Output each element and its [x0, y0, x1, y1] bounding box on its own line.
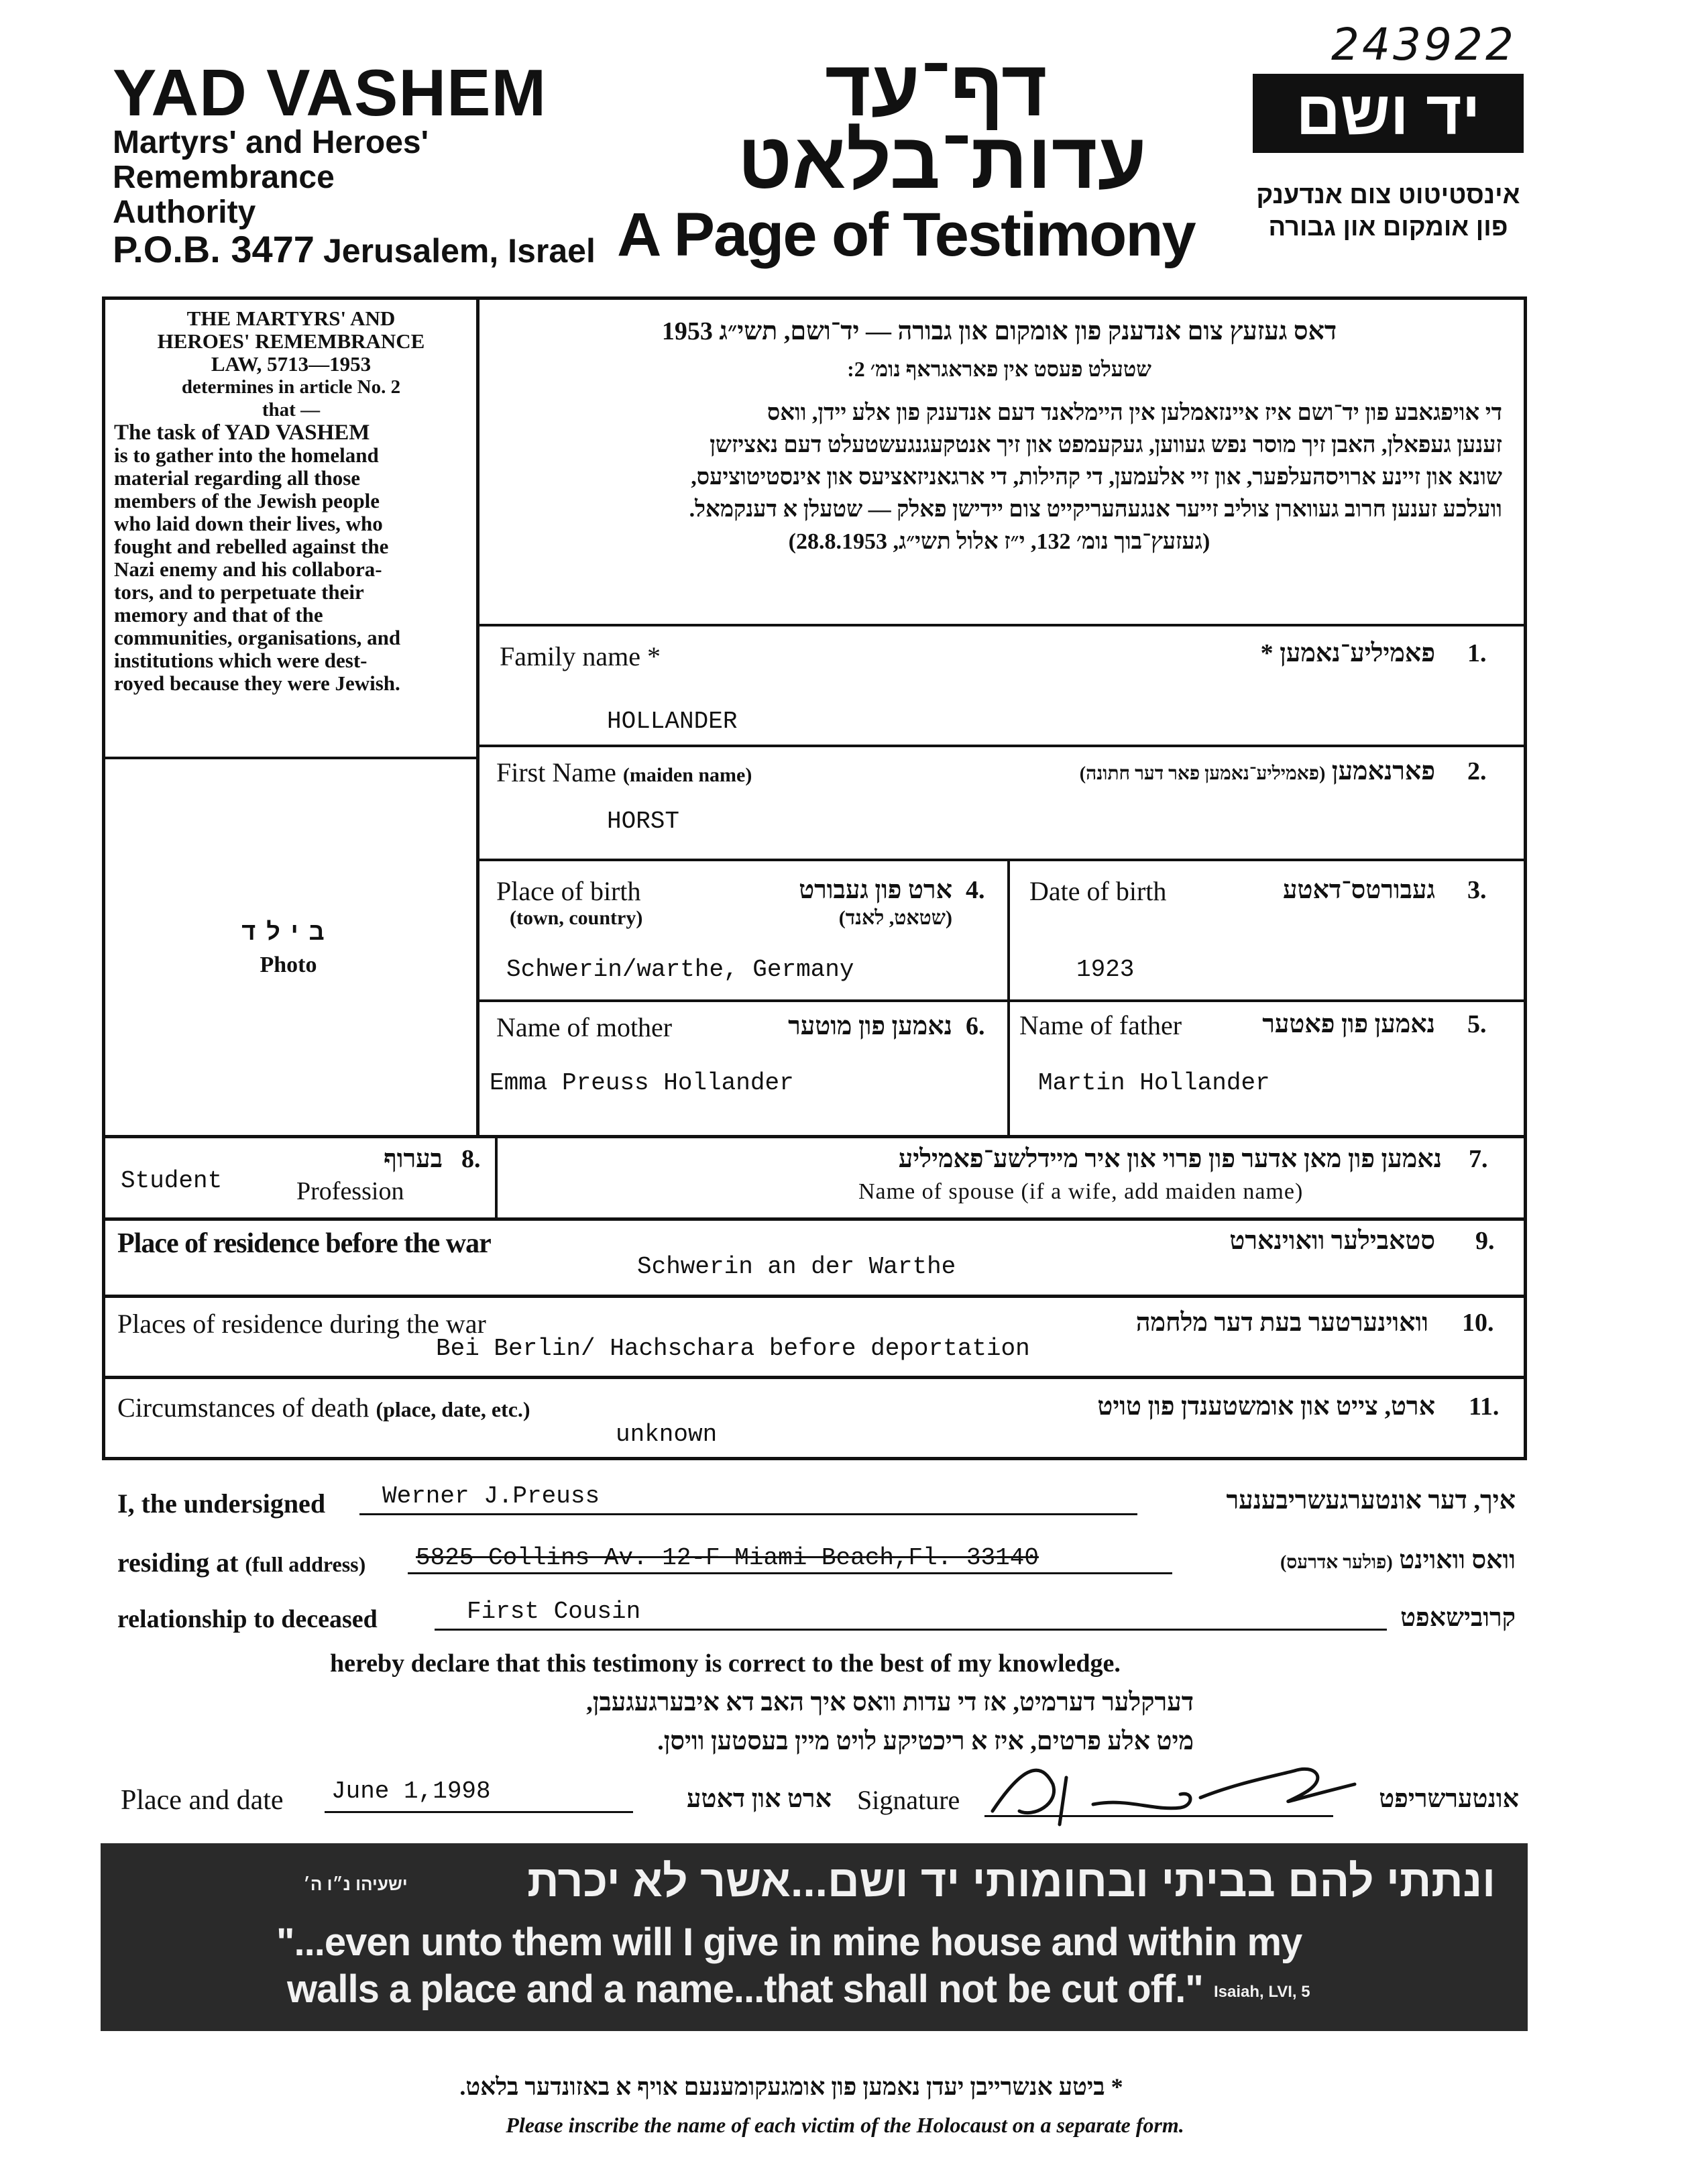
date-of-birth-hebrew-label: געבורטס־דאטע [1283, 876, 1435, 904]
residing-note: (full address) [245, 1552, 366, 1576]
frame-top [102, 296, 1527, 300]
law-line: The task of YAD VASHEM [114, 421, 370, 445]
logo-text: יד ושם [1296, 79, 1481, 148]
death-circumstances-label [117, 1392, 530, 1423]
place-date-label: Place and date [121, 1785, 284, 1816]
law-line: members of the Jewish people [114, 489, 380, 512]
yiddish-law-text [496, 315, 1502, 558]
declaration-hebrew-1: דערקלער דערמיט, אז די עדות וואס איך האב דא איבערגעגעבן, [586, 1688, 1194, 1716]
first-name-hebrew-note: (פאמיליע־נאמען פאר דער חתונה) [1079, 763, 1326, 784]
row-10-left [102, 1295, 105, 1379]
org-subtitle-3: Authority [113, 195, 256, 230]
residing-value: 5825 Collins Av. 12-F Miami Beach,Fl. 33140 [416, 1544, 1039, 1572]
row-7-8-right [1524, 1135, 1527, 1221]
relationship-underline [435, 1629, 1387, 1631]
family-name-value: HOLLANDER [607, 708, 738, 735]
father-name-hebrew-label: נאמען פון פאטער [1262, 1010, 1435, 1038]
spouse-number: 7. [1469, 1145, 1488, 1173]
declaration-english: hereby declare that this testimony is correct to the best of my knowledge. [330, 1649, 1121, 1678]
first-name-hebrew-text: פארנאמען [1331, 757, 1435, 785]
law-box-divider [102, 757, 479, 759]
footer-hebrew-note: * ביטע אנשרייבן יעדן נאמען פון אומגעקומענעם אויף א באזונדער בלאט. [459, 2073, 1123, 2100]
place-of-birth-value: Schwerin/warthe, Germany [506, 956, 854, 983]
first-name-label-text: First Name [496, 757, 616, 787]
father-name-number: 5. [1467, 1010, 1487, 1038]
residing-underline [408, 1572, 1172, 1574]
footer-english-note: Please inscribe the name of each victim of the Holocaust on a separate form. [506, 2113, 1184, 2137]
banner-hebrew-quote: ונתתי להם בביתי ובחומותי יד ושם...אשר לא יכרת [527, 1856, 1495, 1906]
banner-english-reference: Isaiah, LVI, 5 [1214, 1983, 1310, 2001]
row-9-right [1524, 1217, 1527, 1298]
hebrew-title-1: דף־עד [825, 44, 1048, 133]
death-circumstances-value: unknown [616, 1421, 718, 1448]
relationship-label: relationship to deceased [117, 1605, 378, 1633]
mother-name-label: Name of mother [496, 1012, 673, 1042]
residence-before-war-number: 9. [1475, 1227, 1495, 1255]
law-section-divider [477, 624, 1525, 626]
date-of-birth-label: Date of birth [1029, 876, 1167, 906]
law-line: tors, and to perpetuate their [114, 580, 364, 604]
yiddish-law-line: שטעלט פעסט אין פאראגראף נומ׳ 2: [847, 357, 1151, 381]
law-line: who laid down their lives, who [114, 512, 383, 535]
law-line: THE MARTYRS' AND [186, 307, 396, 330]
signature-label: Signature [857, 1785, 960, 1815]
law-box [114, 307, 468, 695]
birth-column-divider [1007, 860, 1010, 1135]
place-date-hebrew-label: ארט און דאטע [687, 1785, 832, 1813]
profession-label: Profession [296, 1177, 404, 1205]
law-line: institutions which were dest- [114, 649, 368, 672]
death-circumstances-number: 11. [1469, 1393, 1500, 1421]
row-10-right [1524, 1295, 1527, 1379]
row-9-left [102, 1217, 105, 1298]
residing-hebrew-text: וואס וואוינט [1399, 1546, 1516, 1574]
place-date-value: June 1,1998 [331, 1778, 491, 1805]
law-line: communities, organisations, and [114, 626, 401, 649]
profession-number: 8. [461, 1145, 481, 1173]
first-name-hebrew-label [979, 757, 1435, 786]
relationship-hebrew-label: קרובישאפט [1400, 1604, 1516, 1632]
field-3-4-divider [477, 999, 1525, 1002]
law-line: is to gather into the homeland [114, 443, 379, 467]
law-line: LAW, 5713—1953 [211, 352, 372, 376]
row-7-8-divider [495, 1136, 498, 1219]
death-circumstances-note: (place, date, etc.) [376, 1397, 530, 1421]
mother-name-value: Emma Preuss Hollander [490, 1069, 794, 1097]
undersigned-hebrew-label: איך, דער אונטערגעשריבענער [1226, 1486, 1516, 1515]
yiddish-law-line: דאס געזעץ צום אנדענק פון אומקום און גבורה — יד־ושם, תשי״ג 1953 [661, 317, 1337, 345]
yad-vashem-logo [1253, 74, 1524, 153]
org-subtitle-1: Martyrs' and Heroes' [113, 125, 429, 160]
law-line: material regarding all those [114, 466, 361, 490]
father-name-label: Name of father [1019, 1010, 1182, 1040]
handwritten-signature [979, 1744, 1368, 1838]
first-name-label [496, 757, 752, 788]
row-7-8-bottom [102, 1217, 1527, 1221]
place-of-birth-note: (town, country) [510, 907, 643, 929]
archive-number: 243922 [1331, 19, 1516, 70]
yiddish-law-line: די אויפגאבע פון יד־ושם איז איינזאמלען אין היימלאנד דעם אנדענק פון אלע יידן, וואס [767, 400, 1502, 425]
banner-hebrew-reference: ישעיהו נ״ו ה׳ [303, 1874, 408, 1894]
po-box: P.O.B. 3477 [113, 228, 315, 270]
place-of-birth-number: 4. [966, 876, 985, 904]
residing-label-text: residing at [117, 1547, 239, 1578]
hebrew-title-2: עדות־בלאט [738, 117, 1147, 205]
profession-hebrew-label: בערוף [384, 1145, 443, 1173]
mother-name-hebrew-label: נאמען פון מוטער [788, 1012, 952, 1040]
yiddish-law-line: וועלכע זענען חרוב געווארן צוליב זייער אנגעהעריקייט צום יידישן פאלק — שטעלן א דענקמאל. [689, 497, 1502, 522]
family-name-number: 1. [1467, 639, 1487, 667]
banner-english-line-2: walls a place and a name...that shall not be cut off." [287, 1967, 1203, 2011]
date-of-birth-value: 1923 [1076, 956, 1135, 983]
residence-before-war-label: Place of residence before the war [117, 1228, 491, 1259]
row-9-bottom [102, 1295, 1527, 1298]
law-line: fought and rebelled against the [114, 535, 389, 558]
yiddish-law-line: זענען געפאלן, האבן זיך מוסר נפש געווען, געקעמפט און זיך אנטקעגנגעשטעלט דעם נאציזשן [710, 433, 1502, 457]
residence-before-war-value: Schwerin an der Warthe [637, 1253, 956, 1280]
row-11-bottom [102, 1457, 1527, 1460]
page-title: A Page of Testimony [617, 201, 1195, 269]
undersigned-value: Werner J.Preuss [382, 1482, 600, 1510]
quote-banner [101, 1843, 1528, 2031]
residing-hebrew-note: (פולער אדרעס) [1280, 1552, 1393, 1573]
row-10-bottom [102, 1376, 1527, 1379]
undersigned-label: I, the undersigned [117, 1488, 326, 1519]
place-of-birth-label: Place of birth [496, 876, 641, 906]
residence-during-war-label: Places of residence during the war [117, 1309, 486, 1339]
yiddish-org-line-1: אינסטיטוט צום אנדענק [1256, 181, 1520, 209]
first-name-value: HORST [607, 808, 680, 835]
residence-during-war-hebrew-label: וואוינערטער בעת דער מלחמה [1135, 1309, 1428, 1337]
photo-label: Photo [260, 952, 317, 977]
residing-hebrew-label [1187, 1545, 1516, 1575]
relationship-value: First Cousin [467, 1598, 641, 1625]
field-1-divider [477, 745, 1525, 747]
banner-english-line-1: "...even unto them will I give in mine house and within my [276, 1920, 1302, 1964]
photo-hebrew-label: בילד [241, 918, 335, 945]
date-of-birth-number: 3. [1467, 876, 1487, 904]
death-circumstances-label-text: Circumstances of death [117, 1393, 370, 1423]
frame-bottom [102, 1135, 1527, 1138]
law-line: Nazi enemy and his collabora- [114, 557, 382, 581]
row-11-left [102, 1376, 105, 1460]
signature-hebrew-label: אונטערשריפט [1379, 1785, 1519, 1813]
mother-name-number: 6. [966, 1012, 985, 1040]
place-date-underline [325, 1811, 633, 1813]
row-7-8-left [102, 1135, 105, 1221]
first-name-number: 2. [1467, 757, 1487, 785]
law-line: that — [262, 399, 321, 421]
residing-label [117, 1547, 365, 1578]
field-2-divider [477, 859, 1525, 861]
law-line: royed because they were Jewish. [114, 671, 400, 695]
undersigned-underline [359, 1513, 1137, 1515]
org-subtitle-2: Remembrance [113, 160, 335, 195]
residence-during-war-number: 10. [1462, 1309, 1494, 1337]
spouse-hebrew-label: נאמען פון מאן אדער פון פרוי און איר מיידלשע־פאמיליע [898, 1145, 1442, 1173]
father-name-value: Martin Hollander [1038, 1069, 1270, 1097]
left-column-divider [476, 296, 479, 1136]
spouse-label: Name of spouse (if a wife, add maiden name) [858, 1179, 1304, 1204]
row-11-right [1524, 1376, 1527, 1460]
org-name: YAD VASHEM [113, 56, 547, 129]
residence-before-war-hebrew-label: סטאבילער וואוינארט [1229, 1227, 1435, 1255]
family-name-hebrew-label: פאמיליע־נאמען * [1260, 639, 1435, 667]
death-circumstances-hebrew-label: ארט, צייט און אומשטענדן פון טויט [1097, 1393, 1435, 1421]
frame-left [102, 296, 105, 1138]
place-of-birth-hebrew-note: (שטאט, לאנד) [838, 907, 952, 929]
residence-during-war-value: Bei Berlin/ Hachschara before deportation [436, 1335, 1030, 1362]
law-line: determines in article No. 2 [181, 376, 401, 398]
yiddish-law-line: (געזעץ־בוך נומ׳ 132, י״ז אלול תשי״ג, 28.8.1953) [788, 529, 1210, 554]
place-of-birth-hebrew-label: ארט פון געבורט [799, 876, 952, 904]
law-line: HEROES' REMEMBRANCE [157, 329, 425, 353]
city: Jerusalem, Israel [323, 232, 596, 270]
family-name-label: Family name * [500, 641, 661, 671]
yiddish-law-line: שונא און זיינע ארויסהעלפער, און זיי אלעמען, די קהילות, די ארגאניזאציעס און אינסטיטוציעס, [691, 465, 1502, 490]
declaration-hebrew-2: מיט אלע פרטים, איז א ריכטיקע לויט מיין בעסטען וויסן. [657, 1727, 1194, 1755]
law-line: memory and that of the [114, 603, 323, 626]
profession-value: Student [121, 1167, 223, 1195]
frame-right [1524, 296, 1527, 1138]
maiden-name-note: (maiden name) [622, 764, 752, 786]
yiddish-org-line-2: פון אומקום און גבורה [1268, 213, 1508, 241]
